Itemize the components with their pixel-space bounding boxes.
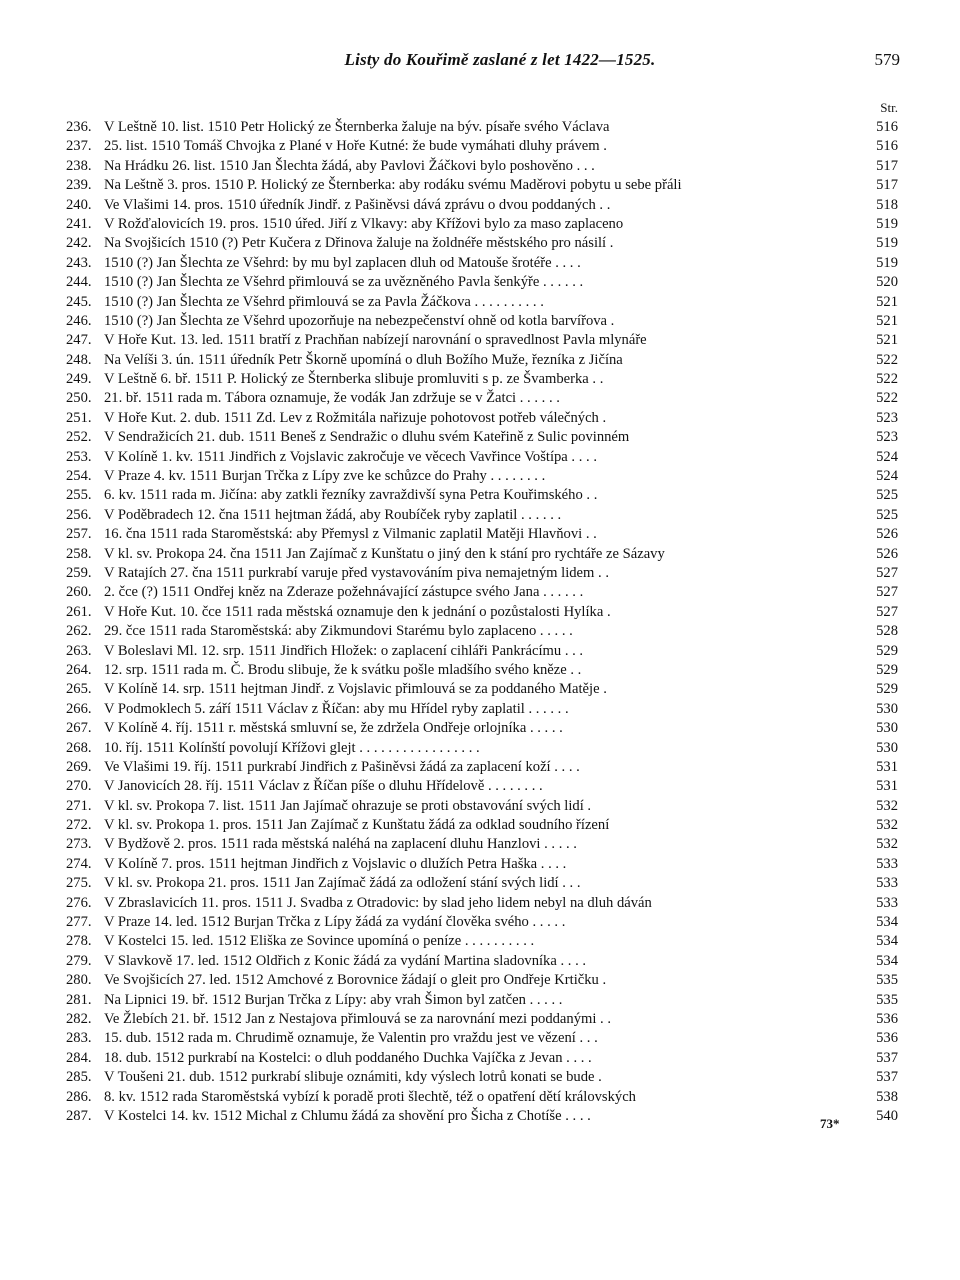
entry-text: Na Leštně 3. pros. 1510 P. Holický ze Šternberka: aby rodáku svému Maděrovi pobytu u sebe přáli	[104, 177, 682, 194]
list-item	[66, 293, 898, 312]
entry-page-number: 534	[876, 933, 898, 950]
entry-text: 29. čce 1511 rada Staroměstská: aby Zikmundovi Starému bylo zaplaceno . . . . .	[104, 623, 573, 640]
entry-number: 264.	[66, 661, 92, 678]
entry-number: 272.	[66, 817, 92, 834]
entry-number: 258.	[66, 545, 92, 562]
entry-number: 261.	[66, 603, 92, 620]
list-item	[66, 583, 898, 602]
entry-text: 10. říj. 1511 Kolínští povolují Křížovi glejt . . . . . . . . . . . . . . . . .	[104, 739, 480, 756]
list-item	[66, 642, 898, 661]
entry-page-number: 534	[876, 952, 898, 969]
entry-page-number: 522	[876, 371, 898, 388]
entry-page-number: 517	[876, 157, 898, 174]
list-item	[66, 894, 898, 913]
running-title: Listy do Kouřimě zaslané z let 1422—1525.	[344, 50, 656, 69]
list-item	[66, 331, 898, 350]
entry-page-number: 531	[876, 758, 898, 775]
list-item	[66, 273, 898, 292]
entry-page-number: 526	[876, 545, 898, 562]
entry-page-number: 527	[876, 603, 898, 620]
list-item	[66, 409, 898, 428]
entry-page-number: 536	[876, 1010, 898, 1027]
list-item	[66, 835, 898, 854]
entry-page-number: 520	[876, 274, 898, 291]
list-item	[66, 1107, 898, 1126]
list-item	[66, 370, 898, 389]
entry-text: 12. srp. 1511 rada m. Č. Brodu slibuje, že k svátku pošle mladšího svého kněze . .	[104, 661, 582, 678]
entry-number: 240.	[66, 196, 92, 213]
entry-number: 273.	[66, 836, 92, 853]
entry-number: 244.	[66, 274, 92, 291]
signature-mark: 73*	[820, 1116, 840, 1131]
entry-text: Ve Svojšicích 27. led. 1512 Amchové z Borovnice žádají o gleit pro Ondřeje Krtičku .	[104, 972, 607, 989]
entry-page-number: 534	[876, 914, 898, 931]
list-item	[66, 254, 898, 273]
list-item	[66, 855, 898, 874]
entry-number: 277.	[66, 914, 92, 931]
entry-number: 249.	[66, 371, 92, 388]
list-item	[66, 680, 898, 699]
entry-text: V Podmoklech 5. září 1511 Václav z Říčan: aby mu Hřídel ryby zaplatil . . . . . .	[104, 700, 569, 717]
entry-number: 259.	[66, 564, 92, 581]
entry-page-number: 527	[876, 584, 898, 601]
entry-number: 246.	[66, 312, 92, 329]
entry-page-number: 540	[876, 1107, 898, 1124]
list-item	[66, 1010, 898, 1029]
list-item	[66, 952, 898, 971]
entry-text: V Boleslavi Ml. 12. srp. 1511 Jindřich Hložek: o zaplacení cihláři Pankrácímu . . .	[104, 642, 584, 659]
entry-text: 21. bř. 1511 rada m. Tábora oznamuje, že vodák Jan zdržuje se v Žatci . . . . . .	[104, 390, 560, 407]
entry-text: V kl. sv. Prokopa 1. pros. 1511 Jan Zajímač z Kunštatu žádá za odklad soudního řízení	[104, 817, 610, 834]
entry-number: 257.	[66, 526, 92, 543]
list-item	[66, 777, 898, 796]
entry-number: 252.	[66, 429, 92, 446]
entry-number: 253.	[66, 448, 92, 465]
list-item	[66, 467, 898, 486]
entry-page-number: 535	[876, 991, 898, 1008]
entry-text: 1510 (?) Jan Šlechta ze Všehrd přimlouvá se za Pavla Žáčkova . . . . . . . . . .	[104, 293, 544, 310]
entry-number: 278.	[66, 933, 92, 950]
entry-text: 1510 (?) Jan Šlechta ze Všehrd: by mu byl zaplacen dluh od Matouše šrotéře . . . .	[104, 254, 581, 271]
entry-page-number: 519	[876, 254, 898, 271]
entry-text: V Leštně 6. bř. 1511 P. Holický ze Šternberka slibuje promluviti s p. ze Švamberka . .	[104, 371, 604, 388]
entry-page-number: 524	[876, 468, 898, 485]
entry-number: 286.	[66, 1088, 92, 1105]
entry-text: V Kolíně 14. srp. 1511 hejtman Jindř. z Vojslavic přimlouvá se za poddaného Matěje .	[104, 681, 607, 698]
list-item	[66, 351, 898, 370]
entry-page-number: 523	[876, 409, 898, 426]
entry-text: V Kolíně 4. říj. 1511 r. městská smluvní se, že zdržela Ondřeje orlojníka . . . . .	[104, 720, 563, 737]
entry-number: 247.	[66, 332, 92, 349]
entry-page-number: 531	[876, 778, 898, 795]
entry-number: 267.	[66, 720, 92, 737]
entry-number: 268.	[66, 739, 92, 756]
entry-page-number: 524	[876, 448, 898, 465]
entry-number: 254.	[66, 468, 92, 485]
entry-text: V Slavkově 17. led. 1512 Oldřich z Konic žádá za vydání Martina sladovníka . . . .	[104, 952, 587, 969]
entry-number: 279.	[66, 952, 92, 969]
entry-page-number: 527	[876, 564, 898, 581]
entry-text: V Poděbradech 12. čna 1511 hejtman žádá, aby Roubíček ryby zaplatil . . . . . .	[104, 506, 562, 523]
list-item	[66, 991, 898, 1010]
entry-text: V Zbraslavicích 11. pros. 1511 J. Svadba z Otradovic: by slad jeho lidem nebyl na dluh dáván	[104, 894, 652, 911]
list-item	[66, 525, 898, 544]
entry-page-number: 530	[876, 739, 898, 756]
list-item	[66, 661, 898, 680]
entry-text: V Bydžově 2. pros. 1511 rada městská naléhá na zaplacení dluhu Hanzlovi . . . . .	[104, 836, 577, 853]
entry-number: 275.	[66, 875, 92, 892]
list-item	[66, 719, 898, 738]
list-item	[66, 312, 898, 331]
entry-number: 260.	[66, 584, 92, 601]
list-item	[66, 215, 898, 234]
list-item	[66, 486, 898, 505]
entry-text: V Hoře Kut. 13. led. 1511 bratří z Prachňan nabízejí narovnání o spravedlnost Pavla mlynáře	[104, 332, 647, 349]
entry-text: V kl. sv. Prokopa 24. čna 1511 Jan Zajímač z Kunštatu o jiný den k stání pro rychtáře ze Sázavy	[104, 545, 665, 562]
entry-text: V Janovicích 28. říj. 1511 Václav z Říčan píše o dluhu Hřídelově . . . . . . . .	[104, 778, 543, 795]
list-item	[66, 448, 898, 467]
entry-text: V Kostelci 15. led. 1512 Eliška ze Sovince upomíná o peníze . . . . . . . . . .	[104, 933, 535, 950]
entry-number: 237.	[66, 138, 92, 155]
list-item	[66, 700, 898, 719]
list-item	[66, 137, 898, 156]
entry-text: V Praze 4. kv. 1511 Burjan Trčka z Lípy zve ke schůzce do Prahy . . . . . . . .	[104, 468, 546, 485]
entry-number: 271.	[66, 797, 92, 814]
entry-text: V Kolíně 7. pros. 1511 hejtman Jindřich z Vojslavic o dlužích Petra Haška . . . .	[104, 855, 567, 872]
entry-number: 263.	[66, 642, 92, 659]
entry-text: V Toušeni 21. dub. 1512 purkrabí slibuje oznámiti, kdy výslech lotrů konati se bude .	[104, 1069, 602, 1086]
entry-page-number: 519	[876, 215, 898, 232]
list-item	[66, 234, 898, 253]
entry-number: 282.	[66, 1010, 92, 1027]
list-item	[66, 603, 898, 622]
entry-text: V Rožďalovicích 19. pros. 1510 úřed. Jiří z Vlkavy: aby Křížovi bylo za maso zaplaceno	[104, 215, 624, 232]
entry-number: 281.	[66, 991, 92, 1008]
entry-text: V kl. sv. Prokopa 7. list. 1511 Jan Jajímač ohrazuje se proti obstavování svých lidí .	[104, 797, 592, 814]
entry-page-number: 538	[876, 1088, 898, 1105]
list-item	[66, 622, 898, 641]
entry-text: 25. list. 1510 Tomáš Chvojka z Plané v Hoře Kutné: že bude vymáhati dluhy právem .	[104, 138, 607, 155]
entry-page-number: 528	[876, 623, 898, 640]
entry-number: 265.	[66, 681, 92, 698]
entry-text: V Ratajích 27. čna 1511 purkrabí varuje před vystavováním piva nemajetným lidem . .	[104, 564, 609, 581]
entry-number: 239.	[66, 177, 92, 194]
list-item	[66, 739, 898, 758]
page-column-heading: Str.	[880, 100, 898, 115]
entry-text: Na Velíši 3. ún. 1511 úředník Petr Škorně upomíná o dluh Božího Muže, řezníka z Jičína	[104, 351, 623, 368]
list-item	[66, 176, 898, 195]
entry-text: 1510 (?) Jan Šlechta ze Všehrd přimlouvá se za uvězněného Pavla šenkýře . . . . . .	[104, 274, 584, 291]
entry-page-number: 529	[876, 681, 898, 698]
list-item	[66, 874, 898, 893]
entry-text: Ve Vlašimi 19. říj. 1511 purkrabí Jindřich z Pašiněvsi žádá za zaplacení koží . . . .	[104, 758, 580, 775]
entry-page-number: 537	[876, 1069, 898, 1086]
entry-page-number: 537	[876, 1049, 898, 1066]
list-item	[66, 932, 898, 951]
entry-page-number: 522	[876, 351, 898, 368]
entry-number: 287.	[66, 1107, 92, 1124]
list-item	[66, 118, 898, 137]
entry-text: Ve Vlašimi 14. pros. 1510 úředník Jindř. z Pašiněvsi dává zprávu o dvou poddaných . .	[104, 196, 611, 213]
list-item	[66, 545, 898, 564]
entry-number: 251.	[66, 409, 92, 426]
entry-text: V Kostelci 14. kv. 1512 Michal z Chlumu žádá za shovění pro Šicha z Chotíše . . . .	[104, 1107, 591, 1124]
entry-page-number: 529	[876, 642, 898, 659]
entry-text: 16. čna 1511 rada Staroměstská: aby Přemysl z Vilmanic zaplatil Matěji Hlavňovi . .	[104, 526, 597, 543]
entry-page-number: 519	[876, 235, 898, 252]
entry-text: V Kolíně 1. kv. 1511 Jindřich z Vojslavic zakročuje ve věcech Vavřince Voštípa . . . .	[104, 448, 597, 465]
list-item	[66, 1029, 898, 1048]
entry-page-number: 530	[876, 720, 898, 737]
entry-page-number: 533	[876, 894, 898, 911]
entry-page-number: 536	[876, 1030, 898, 1047]
entry-number: 236.	[66, 119, 92, 135]
entry-page-number: 521	[876, 312, 898, 329]
list-item	[66, 428, 898, 447]
entry-number: 276.	[66, 894, 92, 911]
entry-text: Na Svojšicích 1510 (?) Petr Kučera z Dřinova žaluje na žoldnéře městského pro násilí .	[104, 235, 614, 252]
entry-number: 255.	[66, 487, 92, 504]
entry-number: 250.	[66, 390, 92, 407]
entry-page-number: 532	[876, 797, 898, 814]
page-header	[100, 50, 900, 78]
entry-text: V Sendražicích 21. dub. 1511 Beneš z Sendražic o dluhu svém Kateřině z Sulic povinném	[104, 429, 630, 446]
entry-text: 2. čce (?) 1511 Ondřej kněz na Zderaze požehnávající zástupce svého Jana . . . . . .	[104, 584, 584, 601]
entry-page-number: 516	[876, 119, 898, 135]
entry-number: 270.	[66, 778, 92, 795]
entry-number: 283.	[66, 1030, 92, 1047]
list-item	[66, 1088, 898, 1107]
entry-page-number: 518	[876, 196, 898, 213]
entry-number: 284.	[66, 1049, 92, 1066]
entry-page-number: 535	[876, 972, 898, 989]
entry-text: V Praze 14. led. 1512 Burjan Trčka z Lípy žádá za vydání člověka svého . . . . .	[104, 914, 566, 931]
entry-number: 238.	[66, 157, 92, 174]
entry-page-number: 525	[876, 487, 898, 504]
list-item	[66, 196, 898, 215]
list-item	[66, 1049, 898, 1068]
entry-page-number: 523	[876, 429, 898, 446]
entry-number: 245.	[66, 293, 92, 310]
entry-text: V Hoře Kut. 2. dub. 1511 Zd. Lev z Rožmitála nařizuje pohotovost potřeb válečných .	[104, 409, 607, 426]
entry-number: 243.	[66, 254, 92, 271]
entry-text: 15. dub. 1512 rada m. Chrudimě oznamuje, že Valentin pro vraždu jest ve vězení . . .	[104, 1030, 598, 1047]
entry-page-number: 521	[876, 293, 898, 310]
entry-page-number: 516	[876, 138, 898, 155]
list-item	[66, 1068, 898, 1087]
entry-page-number: 526	[876, 526, 898, 543]
list-item	[66, 157, 898, 176]
list-item	[66, 797, 898, 816]
entry-number: 266.	[66, 700, 92, 717]
entry-number: 262.	[66, 623, 92, 640]
page-number: 579	[874, 50, 900, 69]
list-item	[66, 506, 898, 525]
entry-number: 269.	[66, 758, 92, 775]
entry-text: 18. dub. 1512 purkrabí na Kostelci: o dluh poddaného Duchka Vajíčka z Jevan . . . .	[104, 1049, 592, 1066]
entry-page-number: 517	[876, 177, 898, 194]
entry-page-number: 522	[876, 390, 898, 407]
entry-page-number: 525	[876, 506, 898, 523]
entry-page-number: 521	[876, 332, 898, 349]
entry-text: Na Lipnici 19. bř. 1512 Burjan Trčka z Lípy: aby vrah Šimon byl zatčen . . . . .	[104, 991, 563, 1008]
list-item	[66, 389, 898, 408]
list-item	[66, 816, 898, 835]
entry-page-number: 533	[876, 875, 898, 892]
entry-number: 241.	[66, 215, 92, 232]
index-entries-list	[66, 118, 898, 1126]
entry-number: 248.	[66, 351, 92, 368]
entry-page-number: 533	[876, 855, 898, 872]
entry-page-number: 532	[876, 817, 898, 834]
entry-text: V Hoře Kut. 10. čce 1511 rada městská oznamuje den k jednání o pozůstalosti Hylíka .	[104, 603, 611, 620]
entry-text: 1510 (?) Jan Šlechta ze Všehrd upozorňuje na nebezpečenství ohně od kotla barvířova .	[104, 312, 615, 329]
entry-text: Na Hrádku 26. list. 1510 Jan Šlechta žádá, aby Pavlovi Žáčkovi bylo poshověno . . .	[104, 157, 595, 174]
entry-page-number: 532	[876, 836, 898, 853]
entry-page-number: 529	[876, 661, 898, 678]
entry-text: V kl. sv. Prokopa 21. pros. 1511 Jan Zajímač žádá za odložení stání svých lidí . . .	[104, 875, 581, 892]
entry-text: 8. kv. 1512 rada Staroměstská vybízí k poradě proti šlechtě, též o opatření dětí královských	[104, 1088, 636, 1105]
entry-text: Ve Žlebích 21. bř. 1512 Jan z Nestajova přimlouvá se za narovnání mezi poddanými . .	[104, 1010, 611, 1027]
list-item	[66, 913, 898, 932]
entry-number: 256.	[66, 506, 92, 523]
entry-number: 280.	[66, 972, 92, 989]
entry-number: 274.	[66, 855, 92, 872]
list-item	[66, 758, 898, 777]
entry-number: 285.	[66, 1069, 92, 1086]
list-item	[66, 971, 898, 990]
entry-text: V Leštně 10. list. 1510 Petr Holický ze Šternberka žaluje na býv. písaře svého Václava	[104, 119, 610, 135]
entry-number: 242.	[66, 235, 92, 252]
entry-page-number: 530	[876, 700, 898, 717]
list-item	[66, 564, 898, 583]
entry-text: 6. kv. 1511 rada m. Jičína: aby zatkli řezníky zavraždivší syna Petra Kouřimského . .	[104, 487, 598, 504]
